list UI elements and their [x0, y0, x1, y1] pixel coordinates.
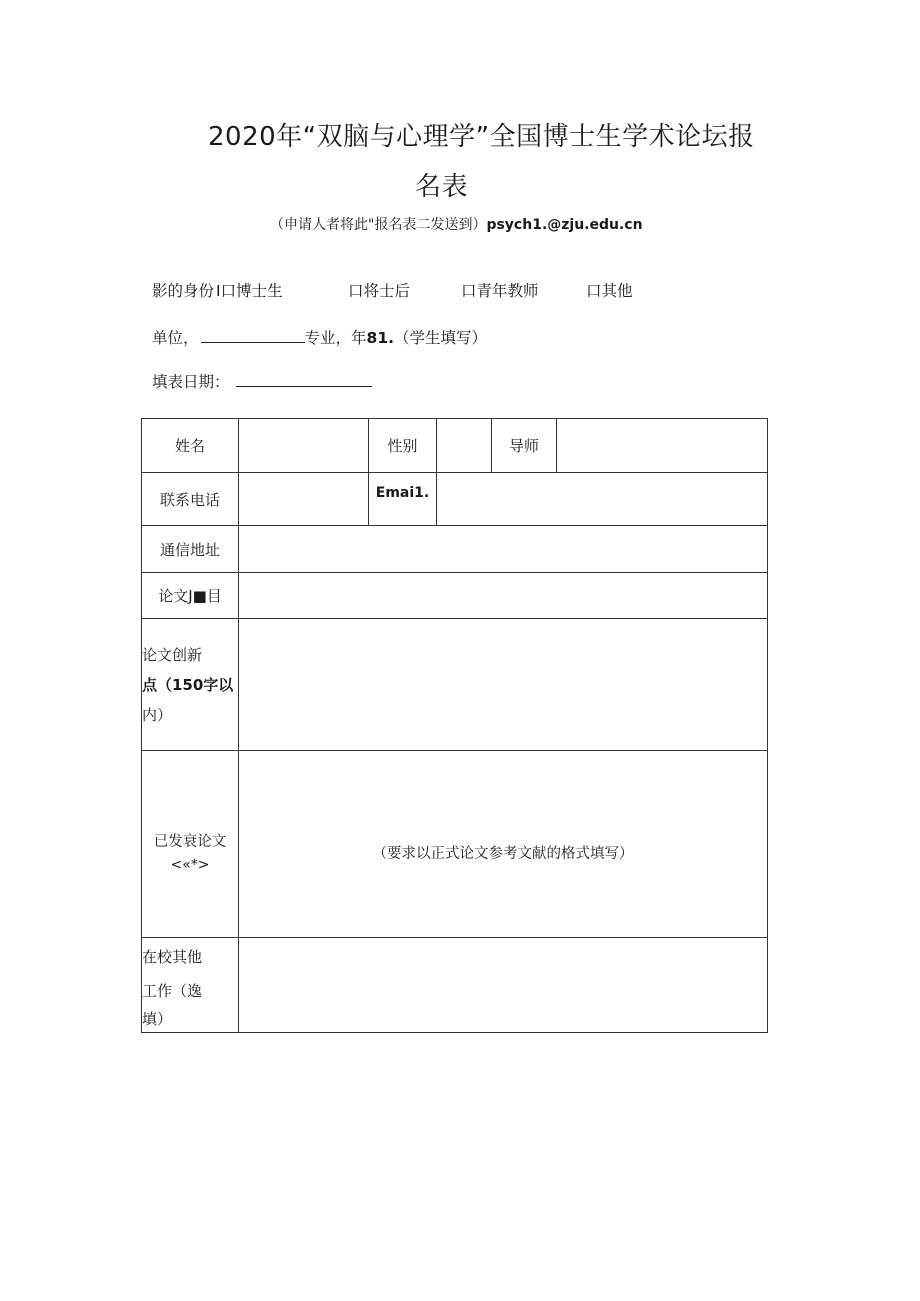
major-label: 专业，年 — [304, 329, 367, 347]
innovation-field[interactable] — [239, 619, 768, 751]
other-work-label-line3: 填） — [142, 1010, 173, 1028]
gender-field[interactable] — [437, 419, 492, 473]
email-label: Emai1. — [369, 473, 437, 526]
table-row — [142, 751, 768, 938]
table-row — [142, 419, 768, 473]
published-papers-sub: <«*> — [170, 856, 210, 873]
phone-field[interactable] — [239, 473, 369, 526]
date-line — [152, 370, 372, 392]
identity-option-phd[interactable]: I口博士生 — [216, 282, 283, 300]
table-row — [142, 619, 768, 751]
paper-title-label: 论文J■目 — [142, 573, 239, 619]
innovation-label-line3: 内） — [142, 705, 173, 724]
gender-label: 性别 — [369, 419, 437, 473]
submission-email: psych1.@zju.edu.cn — [486, 217, 643, 233]
grade-value: 81. — [366, 329, 394, 347]
other-work-label-line2: 工作（逸 — [142, 982, 203, 1000]
unit-label: 单位， — [152, 329, 199, 347]
other-work-field[interactable] — [239, 938, 768, 1033]
email-field[interactable] — [437, 473, 768, 526]
unit-blank[interactable] — [201, 342, 305, 343]
paper-title-field[interactable] — [239, 573, 768, 619]
innovation-label — [142, 619, 239, 751]
student-fill-note: （学生填写） — [394, 329, 488, 347]
other-work-label — [142, 938, 239, 1033]
innovation-label-line1: 论文创新 — [142, 645, 203, 664]
identity-option-young-teacher[interactable]: 口青年教师 — [461, 282, 539, 300]
advisor-field[interactable] — [557, 419, 768, 473]
table-row — [142, 526, 768, 573]
fill-date-label: 填表日期： — [152, 373, 230, 391]
published-papers-field[interactable] — [239, 751, 768, 938]
registration-form-table — [141, 418, 768, 1033]
table-row — [142, 573, 768, 619]
advisor-label: 导师 — [492, 419, 557, 473]
published-papers-format-note: （要求以正式论文参考文献的格式填写） — [372, 845, 634, 862]
fill-date-blank[interactable] — [236, 386, 372, 387]
name-field[interactable] — [239, 419, 369, 473]
name-label: 姓名 — [142, 419, 239, 473]
form-title-line1: 2020年“双脑与心理学”全国博士生学术论坛报 — [208, 122, 755, 152]
unit-line — [152, 326, 487, 348]
table-row — [142, 938, 768, 1033]
identity-option-postdoc[interactable]: 口将士后 — [348, 282, 411, 300]
table-row — [142, 473, 768, 526]
submission-instruction-text: （申请人者将此"报名表二发送到） — [270, 217, 487, 233]
submission-instruction — [270, 214, 643, 234]
identity-label: 影的身份 — [152, 282, 215, 300]
identity-option-other[interactable]: 口其他 — [586, 282, 633, 300]
published-papers-title: 已发衰论文 — [153, 833, 227, 850]
phone-label: 联系电话 — [142, 473, 239, 526]
address-label: 通信地址 — [142, 526, 239, 573]
published-papers-label — [142, 751, 239, 938]
form-title-line2: 名表 — [415, 172, 469, 202]
other-work-label-line1: 在校其他 — [142, 948, 203, 966]
address-field[interactable] — [239, 526, 768, 573]
innovation-label-line2: 点（150字以 — [142, 675, 234, 694]
